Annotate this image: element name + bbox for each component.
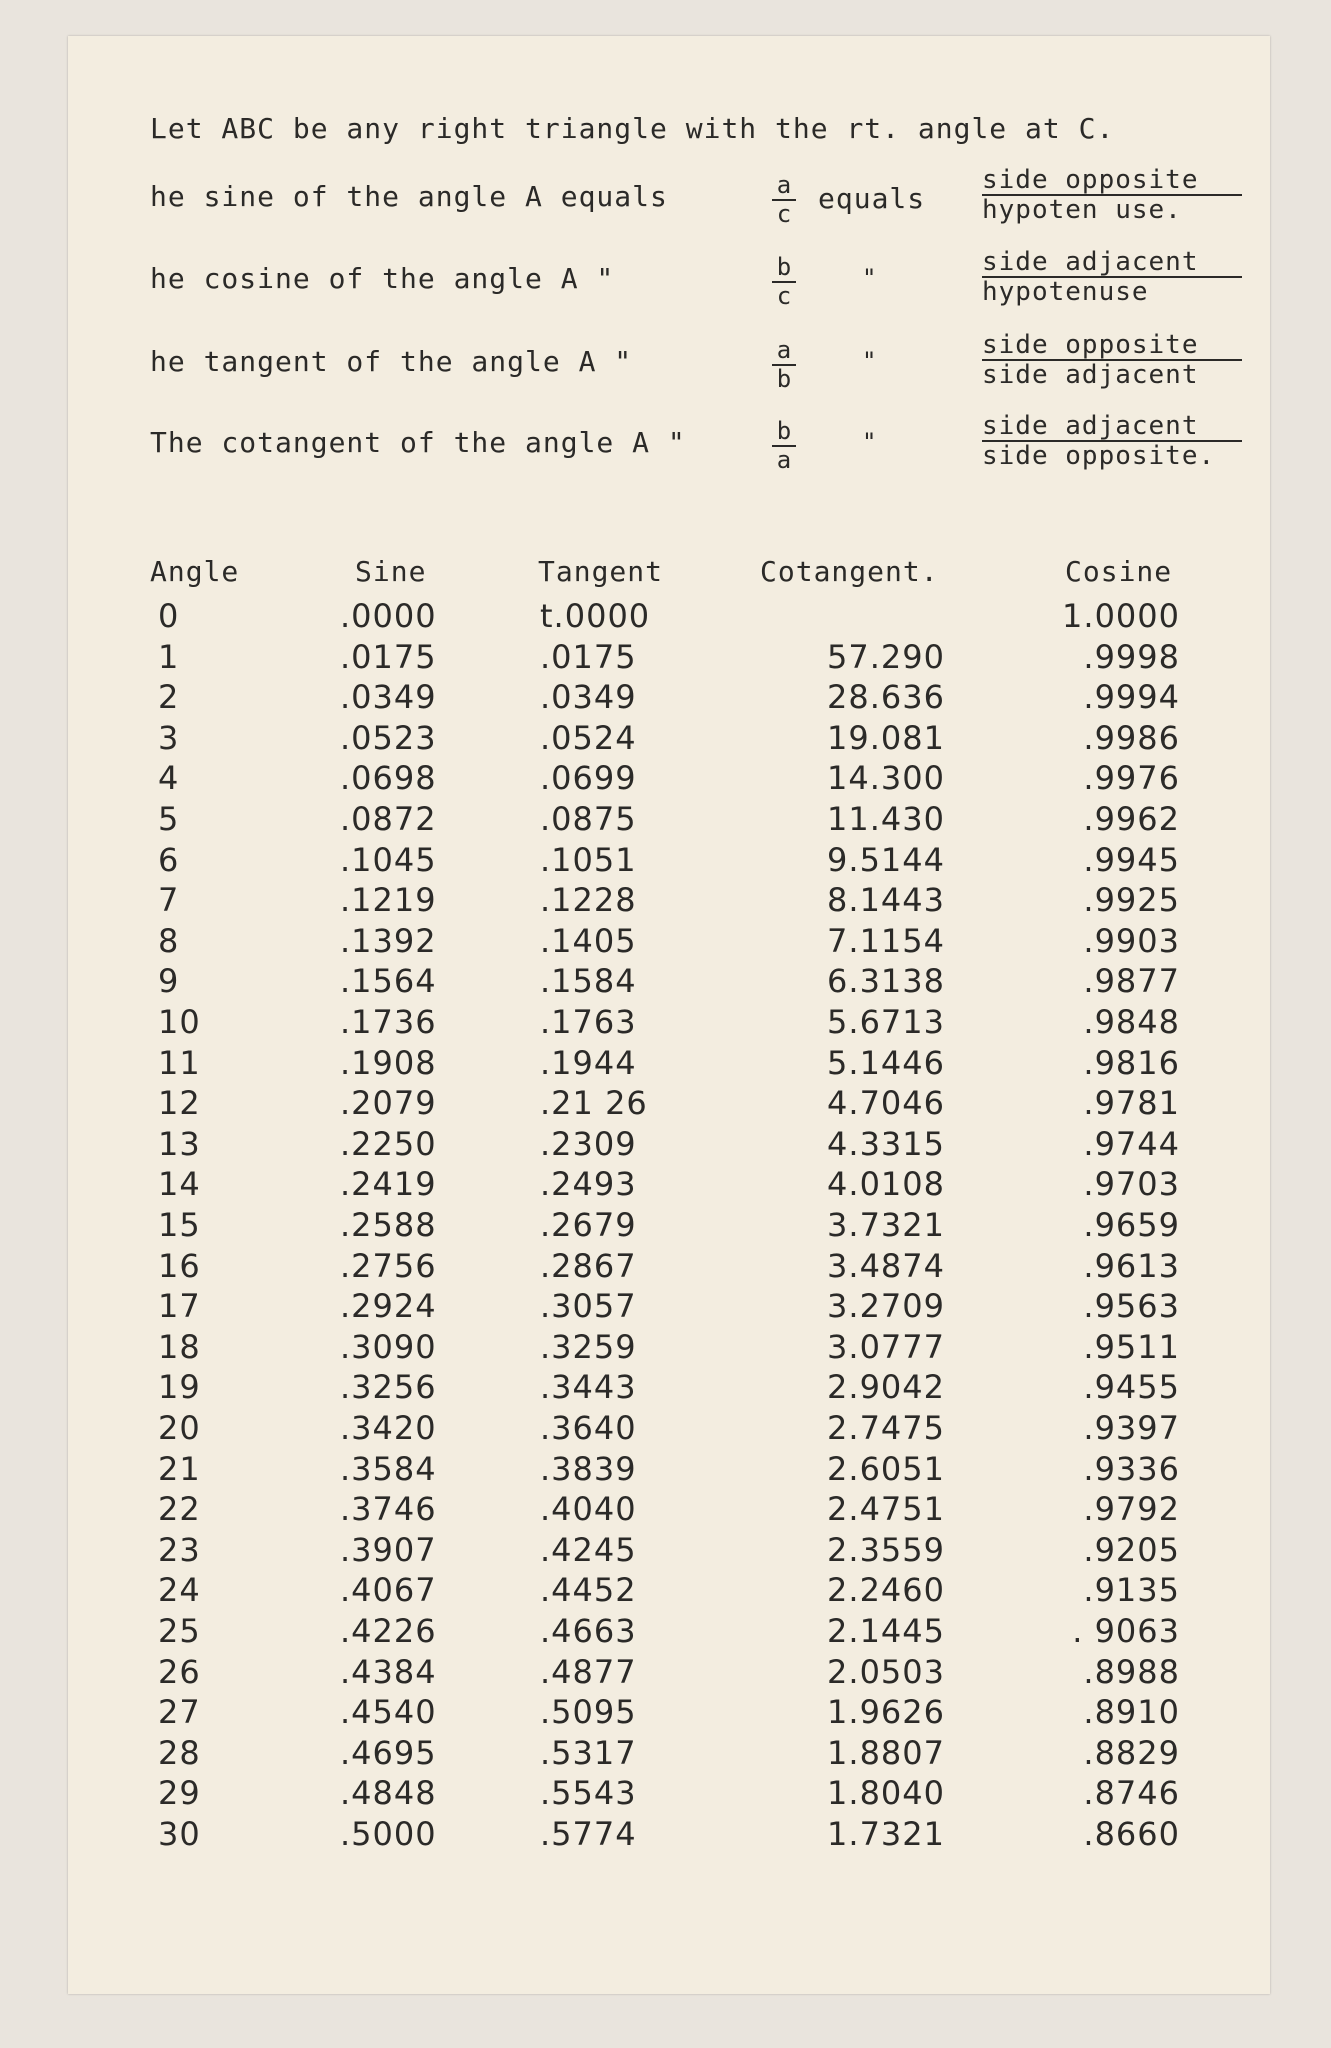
table-row	[150, 962, 1250, 1002]
angle-cell: 25	[158, 1612, 201, 1650]
angle-cell: 19	[158, 1368, 201, 1407]
cosine-cell: .9925	[1083, 881, 1180, 920]
angle-cell: 27	[158, 1693, 201, 1732]
tangent-cell: t.0000	[540, 597, 651, 635]
cotangent-cell: 1.7321	[827, 1815, 945, 1853]
cotangent-cell: 28.636	[827, 678, 945, 717]
angle-cell: 6	[158, 840, 180, 879]
table-row	[150, 1734, 1250, 1774]
angle-cell: 20	[158, 1409, 201, 1447]
cotangent-cell: 2.7475	[827, 1409, 945, 1447]
tangent-cell: .4663	[540, 1612, 637, 1650]
word-ratio-bottom: hypotenuse	[982, 277, 1149, 307]
sine-cell: .3746	[340, 1490, 437, 1529]
cotangent-cell: 3.4874	[827, 1246, 945, 1285]
definition-label: The cotangent of the angle A "	[150, 426, 686, 459]
table-row	[150, 1653, 1250, 1693]
cosine-cell: .9336	[1083, 1449, 1180, 1488]
table-row	[150, 1044, 1250, 1084]
table-row	[150, 1612, 1250, 1652]
table-row	[150, 1125, 1250, 1165]
cosine-cell: .9994	[1083, 678, 1180, 717]
sine-cell: .3256	[340, 1368, 437, 1407]
ratio-fraction	[772, 254, 796, 310]
table-row	[150, 1247, 1250, 1287]
ratio-fraction	[772, 418, 796, 474]
cosine-cell: .9962	[1083, 800, 1180, 838]
sine-cell: .1219	[340, 881, 437, 920]
word-ratio-top: side adjacent	[982, 412, 1242, 442]
tangent-cell: .2867	[540, 1246, 637, 1285]
cosine-cell: .9976	[1083, 759, 1180, 798]
cosine-cell: .9397	[1083, 1409, 1180, 1447]
equals-word: equals	[818, 182, 926, 215]
fraction-numerator: a	[772, 172, 796, 201]
cosine-cell: .9703	[1083, 1165, 1180, 1204]
tangent-cell: .1051	[540, 840, 637, 879]
angle-cell: 15	[158, 1206, 201, 1244]
fraction-denominator: c	[776, 200, 792, 228]
fraction-numerator: b	[772, 254, 796, 283]
table-row	[150, 1490, 1250, 1530]
header-line: Let ABC be any right triangle with the rt. angle at C.	[150, 112, 1115, 145]
cotangent-cell: 11.430	[827, 800, 945, 838]
sine-cell: .1045	[340, 840, 437, 879]
sine-cell: .4067	[340, 1571, 437, 1610]
tangent-cell: .1763	[540, 1003, 637, 1041]
table-row	[150, 1165, 1250, 1205]
table-row	[150, 800, 1250, 840]
angle-cell: 28	[158, 1733, 201, 1772]
tangent-cell: .0875	[540, 800, 637, 838]
cosine-cell: .9455	[1083, 1368, 1180, 1407]
sine-cell: .2924	[340, 1287, 437, 1326]
cosine-cell: .8660	[1083, 1815, 1180, 1853]
table-row	[150, 1409, 1250, 1449]
tangent-cell: .0699	[540, 759, 637, 798]
angle-cell: 14	[158, 1165, 201, 1204]
sine-cell: .0000	[340, 597, 437, 635]
cotangent-cell: 2.2460	[827, 1571, 945, 1610]
definition-label: he sine of the angle A equals	[150, 180, 668, 213]
tangent-cell: .0175	[540, 637, 637, 676]
cosine-cell: .9511	[1083, 1327, 1180, 1366]
col-header-tangent: Tangent	[538, 555, 664, 588]
sine-cell: .2756	[340, 1246, 437, 1285]
angle-cell: 11	[158, 1043, 201, 1082]
cotangent-cell: 4.3315	[827, 1124, 945, 1163]
sine-cell: .0872	[340, 800, 437, 838]
cosine-cell: .9135	[1083, 1571, 1180, 1610]
cotangent-cell: 4.7046	[827, 1084, 945, 1123]
word-ratio-bottom: side opposite.	[982, 441, 1216, 471]
table-row	[150, 1003, 1250, 1043]
angle-cell: 21	[158, 1449, 201, 1488]
cotangent-cell: 14.300	[827, 759, 945, 798]
cotangent-cell: 7.1154	[827, 921, 945, 960]
cotangent-cell: 1.9626	[827, 1693, 945, 1732]
cotangent-cell: 1.8040	[827, 1774, 945, 1813]
word-ratio-top: side opposite	[982, 166, 1242, 196]
cotangent-cell: 8.1443	[827, 881, 945, 920]
cotangent-cell: 1.8807	[827, 1733, 945, 1772]
angle-cell: 23	[158, 1530, 201, 1569]
angle-cell: 26	[158, 1652, 201, 1691]
tangent-cell: .5317	[540, 1733, 637, 1772]
table-row	[150, 759, 1250, 799]
cosine-cell: .9903	[1083, 921, 1180, 960]
cosine-cell: 1.0000	[1062, 597, 1180, 635]
angle-cell: 17	[158, 1287, 201, 1326]
tangent-cell: .5774	[540, 1815, 637, 1853]
tangent-cell: .1584	[540, 962, 637, 1001]
angle-cell: 7	[158, 881, 180, 920]
word-ratio-top: side adjacent	[982, 248, 1242, 278]
tangent-cell: .3057	[540, 1287, 637, 1326]
cotangent-cell: 5.6713	[827, 1003, 945, 1041]
angle-cell: 16	[158, 1246, 201, 1285]
tangent-cell: .3640	[540, 1409, 637, 1447]
table-row	[150, 881, 1250, 921]
cosine-cell: .9563	[1083, 1287, 1180, 1326]
angle-cell: 12	[158, 1084, 201, 1123]
cosine-cell: .9816	[1083, 1043, 1180, 1082]
tangent-cell: .3443	[540, 1368, 637, 1407]
fraction-denominator: a	[776, 446, 792, 474]
cosine-cell: .9659	[1083, 1206, 1180, 1244]
table-row	[150, 1368, 1250, 1408]
cotangent-cell: 2.3559	[827, 1530, 945, 1569]
cotangent-cell: 9.5144	[827, 840, 945, 879]
word-ratio	[982, 331, 1242, 389]
sine-cell: .2250	[340, 1124, 437, 1163]
cotangent-cell: 5.1446	[827, 1043, 945, 1082]
sine-cell: .3420	[340, 1409, 437, 1447]
col-header-angle: Angle	[150, 555, 240, 588]
ditto-mark: "	[862, 347, 877, 375]
cosine-cell: .8829	[1083, 1733, 1180, 1772]
cosine-cell: .9744	[1083, 1124, 1180, 1163]
table-row	[150, 1571, 1250, 1611]
angle-cell: 10	[158, 1003, 201, 1041]
definition-label: he tangent of the angle A "	[150, 345, 633, 378]
cosine-cell: .9877	[1083, 962, 1180, 1001]
tangent-cell: .3839	[540, 1449, 637, 1488]
sine-cell: .4540	[340, 1693, 437, 1732]
table-row	[150, 1084, 1250, 1124]
sine-cell: .3907	[340, 1530, 437, 1569]
fraction-numerator: b	[772, 418, 796, 447]
sine-cell: .2419	[340, 1165, 437, 1204]
sine-cell: .0175	[340, 637, 437, 676]
tangent-cell: .2309	[540, 1124, 637, 1163]
tangent-cell: .4452	[540, 1571, 637, 1610]
tangent-cell: .3259	[540, 1327, 637, 1366]
tangent-cell: .2493	[540, 1165, 637, 1204]
table-row	[150, 1206, 1250, 1246]
ditto-mark: "	[862, 428, 877, 456]
tangent-cell: .4877	[540, 1652, 637, 1691]
fraction-numerator: a	[772, 337, 796, 366]
sine-cell: .5000	[340, 1815, 437, 1853]
sine-cell: .1392	[340, 921, 437, 960]
sine-cell: .4695	[340, 1733, 437, 1772]
tangent-cell: .21 26	[540, 1084, 648, 1123]
angle-cell: 1	[158, 637, 180, 676]
ratio-fraction	[772, 337, 796, 393]
sine-cell: .3090	[340, 1327, 437, 1366]
sine-cell: .0698	[340, 759, 437, 798]
cotangent-cell: 19.081	[827, 718, 945, 757]
word-ratio	[982, 166, 1242, 224]
cotangent-cell: 3.0777	[827, 1327, 945, 1366]
definition-label: he cosine of the angle A "	[150, 262, 615, 295]
tangent-cell: .4245	[540, 1530, 637, 1569]
cosine-cell: .9781	[1083, 1084, 1180, 1123]
table-row	[150, 922, 1250, 962]
angle-cell: 4	[158, 759, 180, 798]
sine-cell: .4226	[340, 1612, 437, 1650]
sine-cell: .4848	[340, 1774, 437, 1813]
tangent-cell: .4040	[540, 1490, 637, 1529]
cosine-cell: .9998	[1083, 637, 1180, 676]
angle-cell: 24	[158, 1571, 201, 1610]
table-row	[150, 597, 1250, 637]
cotangent-cell: 6.3138	[827, 962, 945, 1001]
sine-cell: .1564	[340, 962, 437, 1001]
cosine-cell: .8988	[1083, 1652, 1180, 1691]
angle-cell: 29	[158, 1774, 201, 1813]
table-row	[150, 1328, 1250, 1368]
table-row	[150, 719, 1250, 759]
table-row	[150, 1287, 1250, 1327]
cotangent-cell: 2.4751	[827, 1490, 945, 1529]
angle-cell: 3	[158, 718, 180, 757]
angle-cell: 5	[158, 800, 180, 838]
sine-cell: .1736	[340, 1003, 437, 1041]
sine-cell: .2079	[340, 1084, 437, 1123]
cotangent-cell: 2.0503	[827, 1652, 945, 1691]
cosine-cell: .9613	[1083, 1246, 1180, 1285]
word-ratio-top: side opposite	[982, 331, 1242, 361]
sine-cell: .3584	[340, 1449, 437, 1488]
fraction-denominator: b	[776, 365, 792, 393]
col-header-cotangent: Cotangent.	[760, 555, 939, 588]
table-row	[150, 841, 1250, 881]
angle-cell: 0	[158, 597, 180, 635]
angle-cell: 13	[158, 1124, 201, 1163]
table-row	[150, 1774, 1250, 1814]
cotangent-cell: 2.6051	[827, 1449, 945, 1488]
table-row	[150, 678, 1250, 718]
col-header-cosine: Cosine	[1065, 555, 1173, 588]
ratio-fraction	[772, 172, 796, 228]
tangent-cell: .1405	[540, 921, 637, 960]
cotangent-cell: 2.9042	[827, 1368, 945, 1407]
tangent-cell: .2679	[540, 1206, 637, 1244]
tangent-cell: .1228	[540, 881, 637, 920]
angle-cell: 18	[158, 1327, 201, 1366]
sine-cell: .2588	[340, 1206, 437, 1244]
angle-cell: 30	[158, 1815, 201, 1853]
table-row	[150, 1693, 1250, 1733]
angle-cell: 22	[158, 1490, 201, 1529]
cotangent-cell: 3.7321	[827, 1206, 945, 1244]
ditto-mark: "	[862, 264, 877, 292]
tangent-cell: .5543	[540, 1774, 637, 1813]
cotangent-cell: 57.290	[827, 637, 945, 676]
cosine-cell: .8910	[1083, 1693, 1180, 1732]
tangent-cell: .1944	[540, 1043, 637, 1082]
cotangent-cell: 2.1445	[827, 1612, 945, 1650]
cotangent-cell: 3.2709	[827, 1287, 945, 1326]
angle-cell: 9	[158, 962, 180, 1001]
cosine-cell: .8746	[1083, 1774, 1180, 1813]
angle-cell: 8	[158, 921, 180, 960]
word-ratio	[982, 248, 1242, 306]
sine-cell: .0349	[340, 678, 437, 717]
cosine-cell: .9945	[1083, 840, 1180, 879]
tangent-cell: .0349	[540, 678, 637, 717]
tangent-cell: .5095	[540, 1693, 637, 1732]
table-row	[150, 638, 1250, 678]
cosine-cell: .9205	[1083, 1530, 1180, 1569]
cotangent-cell: 4.0108	[827, 1165, 945, 1204]
word-ratio-bottom: side adjacent	[982, 360, 1199, 390]
cosine-cell: .9792	[1083, 1490, 1180, 1529]
table-row	[150, 1815, 1250, 1855]
sine-cell: .0523	[340, 718, 437, 757]
cosine-cell: .9848	[1083, 1003, 1180, 1041]
table-row	[150, 1531, 1250, 1571]
fraction-denominator: c	[776, 282, 792, 310]
word-ratio	[982, 412, 1242, 470]
cosine-cell: . 9063	[1072, 1612, 1180, 1650]
angle-cell: 2	[158, 678, 180, 717]
col-header-sine: Sine	[355, 555, 427, 588]
table-row	[150, 1450, 1250, 1490]
tangent-cell: .0524	[540, 718, 637, 757]
sine-cell: .1908	[340, 1043, 437, 1082]
sine-cell: .4384	[340, 1652, 437, 1691]
word-ratio-bottom: hypoten use.	[982, 195, 1182, 225]
cosine-cell: .9986	[1083, 718, 1180, 757]
